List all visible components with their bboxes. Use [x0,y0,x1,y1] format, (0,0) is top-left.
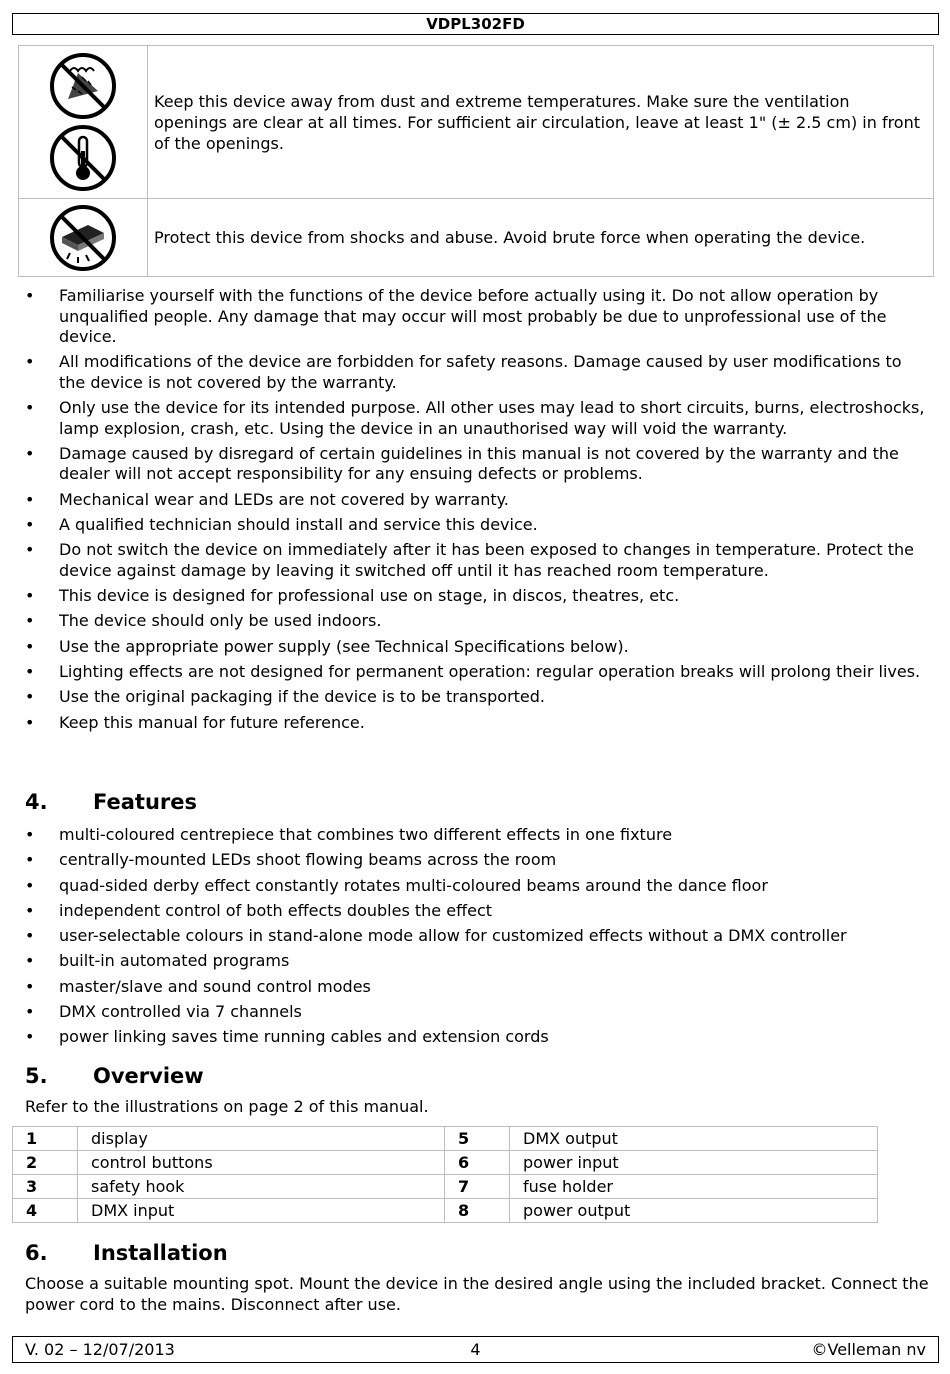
list-item: • A qualified technician should install and service this device. [25,515,930,536]
document-title: VDPL302FD [426,15,525,33]
safety-bullet-list [25,286,930,738]
section-title: Installation [93,1241,228,1265]
part-number: 5 [445,1127,510,1151]
part-label: display [78,1127,445,1151]
installation-text: Choose a suitable mounting spot. Mount the device in the desired angle using the included bracket. Connect the power cord to the mains. Disconnect after use. [25,1274,929,1314]
section-number: 4. [25,790,48,814]
list-item: • Mechanical wear and LEDs are not covered by warranty. [25,490,930,511]
installation-heading [25,1240,228,1266]
overview-heading [25,1063,204,1089]
list-item: • user-selectable colours in stand-alone mode allow for customized effects without a DMX controller [25,926,930,947]
warning-text-dust-temperature: Keep this device away from dust and extreme temperatures. Make sure the ventilation openings are clear at all times. For sufficient air circulation, leave at least 1" (± 2.5 cm) in front of the openings. [148,46,934,199]
warning-icon-table [18,45,934,277]
page-number: 4 [470,1340,481,1359]
list-item: • quad-sided derby effect constantly rotates multi-coloured beams around the dance floor [25,876,930,897]
list-item: • Only use the device for its intended purpose. All other uses may lead to short circuits, burns, electroshocks, lamp explosion, crash, etc. Using the device in an unauthorised way will void the warranty. [25,398,930,439]
section-number: 6. [25,1241,48,1265]
part-label: power input [510,1151,878,1175]
list-item: • centrally-mounted LEDs shoot flowing beams across the room [25,850,930,871]
features-bullet-list [25,825,930,1053]
list-item: • Familiarise yourself with the functions of the device before actually using it. Do not allow operation by unqualified people. Any damage that may occur will most probably be due to unprofessional use of the device. [25,286,930,348]
part-label: DMX output [510,1127,878,1151]
list-item: • independent control of both effects doubles the effect [25,901,930,922]
no-shock-icon [48,203,118,273]
part-number: 1 [13,1127,78,1151]
list-item: • Use the appropriate power supply (see Technical Specifications below). [25,637,930,658]
list-item: • The device should only be used indoors. [25,611,930,632]
list-item: • All modifications of the device are forbidden for safety reasons. Damage caused by user modifications to the device is not covered by the warranty. [25,352,930,393]
warning-row-dust-temperature [19,46,934,199]
table-row [13,1175,878,1199]
warning-row-shock [19,199,934,277]
section-title: Overview [93,1064,204,1088]
warning-icons-cell [19,46,148,199]
list-item: • This device is designed for professional use on stage, in discos, theatres, etc. [25,586,930,607]
list-item: • Lighting effects are not designed for permanent operation: regular operation breaks will prolong their lives. [25,662,930,683]
part-number: 8 [445,1199,510,1223]
overview-parts-table [12,1126,878,1223]
features-heading [25,789,197,815]
table-row [13,1127,878,1151]
section-title: Features [93,790,197,814]
list-item: • power linking saves time running cables and extension cords [25,1027,930,1048]
no-dust-icon [48,51,118,121]
warning-icon-cell [19,199,148,277]
list-item: • Keep this manual for future reference. [25,713,930,734]
list-item: • multi-coloured centrepiece that combines two different effects in one fixture [25,825,930,846]
copyright: ©Velleman nv [811,1340,926,1359]
part-label: control buttons [78,1151,445,1175]
no-thermometer-icon [48,123,118,193]
table-row [13,1199,878,1223]
part-number: 2 [13,1151,78,1175]
list-item: • Do not switch the device on immediately after it has been exposed to changes in temperature. Protect the device against damage by leaving it switched off until it has reached room temperature. [25,540,930,581]
warning-text-shock: Protect this device from shocks and abuse. Avoid brute force when operating the device. [148,199,934,277]
list-item: • Use the original packaging if the device is to be transported. [25,687,930,708]
part-label: fuse holder [510,1175,878,1199]
part-label: DMX input [78,1199,445,1223]
list-item: • master/slave and sound control modes [25,977,930,998]
list-item: • built-in automated programs [25,951,930,972]
part-number: 4 [13,1199,78,1223]
part-number: 6 [445,1151,510,1175]
part-label: power output [510,1199,878,1223]
page-footer [12,1336,939,1363]
table-row [13,1151,878,1175]
page-header [12,13,939,35]
list-item: • Damage caused by disregard of certain guidelines in this manual is not covered by the warranty and the dealer will not accept responsibility for any ensuing defects or problems. [25,444,930,485]
part-number: 3 [13,1175,78,1199]
version-date: V. 02 – 12/07/2013 [25,1340,175,1359]
list-item: • DMX controlled via 7 channels [25,1002,930,1023]
part-label: safety hook [78,1175,445,1199]
part-number: 7 [445,1175,510,1199]
section-number: 5. [25,1064,48,1088]
overview-intro: Refer to the illustrations on page 2 of this manual. [25,1097,429,1116]
